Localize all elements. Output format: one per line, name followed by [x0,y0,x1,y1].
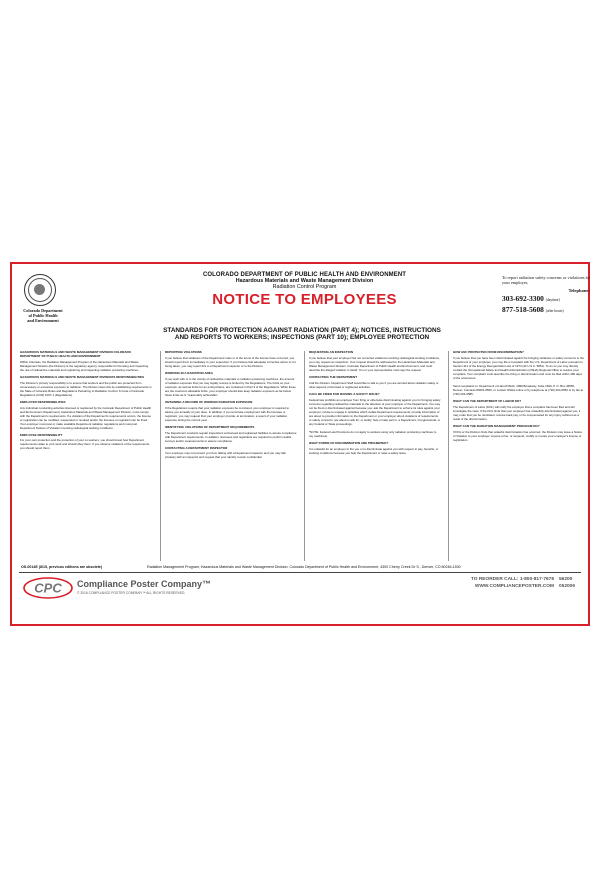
product-code: 052006 [559,583,576,589]
brand-name: Compliance Poster Company™ [77,579,212,589]
agency-name [19,309,67,323]
section-body: Your employer may not prevent you from talking with a Department inspector and you may talk privately with an inspector and request that your identity remain confidential. [165,451,286,460]
agency-line: and Environment [27,317,59,323]
reorder-phone: TO REORDER CALL: 1-800-817-7678 [470,577,554,582]
section-body: If you believe that your employer has not corrected violations involving radiological working conditions, you may request an inspection. Your request should be addressed to the Hazardous Materials and Waste Management Division, Colorado Department of Public Health and Environment, and must describe the alleged violation in detail. You or your representative must sign the request. [309,355,440,372]
column-2 [165,351,297,561]
contact-intro: To report radiation safety concerns or violations by your employer, [502,275,590,286]
section-heading: CAN I BE FIRED FOR RAISING A SAFETY ISSUE? [309,391,380,396]
section-heading: WORKING IN A RADIATION AREA [165,370,213,375]
state-seal-icon [24,274,56,306]
poster [10,262,590,626]
section-body: Call the Division. Department Staff would like to talk to you if you are worried about radiation safety or other aspects of licensed or registered activities. [309,380,439,389]
form-id: OS-0014E (8/15, previous editions are obsolete) [21,565,103,569]
section-heading: HAZARDOUS MATERIALS AND WASTE MANAGEMENT DIVISION COLORADO DEPARTMENT OF PUBLIC HEALTH AND ENVIRONMENT [20,351,131,358]
section-body: If you believe that you have been discriminated against for bringing violations or safety concerns to the Department or your employer, you may file a complaint with the U.S. Department of Labor pursuant to Section 211 of the Energy Reorganization Act of 1974 (42 U.S.C. 5851). To do so you may directly contact the Occupational Safety and Health Administration (OSHA) Regional Office to resolve your complaint. Your complaint must describe the firing or discrimination and must be filed within 180 days of the occurrence. [453,355,584,380]
section-body: It is unlawful for an employer to fire you or to discriminate against you with respect to pay, benefits, or working conditions because you help the Department or raise a safety issue. [309,446,439,455]
poster-subtitle [67,327,537,342]
daytime-label: (daytime) [545,298,560,303]
section-body: The Department of Labor (DOL) will notify the employer that a complaint has been filed and will investigate the case. If the DOL finds that your employer has unlawfully discriminated against you, it may order that you be reinstated, receive back pay, or be compensated for any injury suffered as a result of the discrimination. [453,404,581,421]
column-4 [453,351,585,561]
section-body: If DOL or the Division finds that unlawful discrimination has occurred, the Division may issue a Notice of Violation to your employer, impose a fine, or suspend, modify or revoke your employer's license or registration. [453,429,583,442]
agency-line: of Public Health [28,312,58,318]
section-heading: HOW AM I PROTECTED FROM DISCRIMINATION? [453,351,524,354]
section-heading: WHAT FORMS OF DISCRIMINATION ARE PROHIBITED? [309,440,389,445]
poster-content [17,269,590,619]
section-heading: WHAT CAN THE DEPARTMENT OF LABOR DO? [453,398,522,403]
section-heading: REQUESTING AN INSPECTION [309,351,354,354]
section-body: Within Colorado, the Radiation Management Program of the Hazardous Materials and Waste Management Division (the Division) is the regulatory agency responsible for licensing and inspecting the use of radioactive materials and registering and inspecting radiation producing machines. [20,359,149,372]
section-body: Federal law prohibits an employer from firing or otherwise discriminating against you for bringing safety concerns regarding radioactive materials to the attention of your employer or the Department. You may not be fired or discriminated against because you: ask the Department to enforce its rules against your employer; refuse to engage in activities which violate Department requirements; provide information or are about to provide information to the Department or your employer about violations of requirements or safety concerns; are about to ask for, or testify, help or take part in, a Department, Congressional, or any Federal or State proceedings. [309,397,441,426]
program-address: Radiation Management Program, Hazardous Materials and Waste Management Division, Colorado Department of Public Health and Environment, 4300 Cherry Creek Dr S., Denver, CO 80246-1530 [147,565,461,569]
section-heading: EMPLOYER RESPONSIBILITIES [20,399,66,404]
page-title: NOTICE TO EMPLOYEES [212,291,397,308]
section-heading: IDENTIFYING VIOLATIONS OF DEPARTMENT REQUIREMENTS [165,424,255,429]
section-body: If the Regulations require that your radiation exposure be monitored, your employer is required to advise you annually of your dose. In addition, if you terminate employment with the licensee or registrant, you may request that your employer provide, at termination, a report of your radiation exposure during the current year. [165,405,290,422]
text-columns [20,351,588,563]
section-heading: OBTAINING A RECORD OF WORKER RADIATION EXPOSURE [165,399,253,404]
poster-header [157,272,452,308]
section-body: For your own protection and the protection of your co-workers, you should know how Department requirements relate to your work and should obey them. If you observe violations of the requirements, you should report them. [20,438,150,451]
daytime-phone [502,294,590,303]
section-heading: CONTACTING A DEPARTMENT INSPECTOR [165,445,228,450]
seal-core [34,284,45,295]
section-heading: WHAT CAN THE RADIATION MANAGEMENT PROGRAM DO? [453,423,540,428]
column-3 [309,351,441,561]
section-heading: EMPLOYEE RESPONSIBILITY [20,432,63,437]
column-divider [304,351,305,561]
product-code: 56200 [559,577,573,582]
after-hours-label: (after hours) [545,308,564,313]
contact-block [502,275,590,314]
product-codes [559,577,589,591]
logo-text: CPC [34,580,62,596]
subtitle-line: STANDARDS FOR PROTECTION AGAINST RADIATION (PART 4); NOTICES, INSTRUCTIONS [163,327,441,334]
column-1 [20,351,152,561]
section-body: Any individual conducting activities licensed or registered by the Colorado Department of Public Health and Environment (Department), Hazardous Materials and Waste Management Division, must comply with the Department's requirements. If a violation of the Department's requirements occurs, the license or registration can be modified, suspended or revoked and/or the licensee or registrant can be fined. Your employer must post or make available Department radiation regulations and must post Department Notices of Violation involving radiological working conditions. [20,405,152,430]
daytime-number: 303-692-3300 [502,294,544,304]
subtitle-line: AND REPORTS TO WORKERS; INSPECTIONS (PART 10); EMPLOYEE PROTECTION [174,334,430,342]
column-divider [448,351,449,561]
agency-line: Colorado Department [23,308,63,313]
section-heading: CONTACTING THE DEPARTMENT [309,374,358,379]
division-name: Hazardous Materials and Waste Management Division [235,278,374,284]
after-hours-number: 877-518-5608 [502,304,544,314]
section-body: The Division's primary responsibility is to ensure that workers and the public are protected from unnecessary or excessive exposure to radiation. The Division does this by establishing requirements in the State of Colorado Rules and Regulations Pertaining to Radiation Control, 6 Code of Colorado Regulations (CCR) 1007-1 (Regulations). [20,380,152,397]
section-body: If you believe that violations of the Department rules or of the terms of the license have occurred, you should report them immediately to your supervisor. If you believe that adequate corrective action is not being taken, you may report this to a Department inspector or to the Division. [165,355,296,368]
section-heading: HAZARDOUS MATERIALS AND WASTE MANAGEMENT DIVISION'S RESPONSIBILITIES [20,374,145,379]
program-name: Radiation Control Program [272,284,337,290]
section-body: *NOTE: Federal Law Provisions do not apply to workers using only radiation producing machines (x-ray machines). [309,429,438,438]
footer-divider [19,572,581,573]
cpc-logo-icon [23,577,73,599]
reorder-website: WWW.COMPLIANCEPOSTER.COM [474,583,554,589]
copyright: © 2016 COMPLIANCE POSTER COMPANY™ ALL RIGHTS RESERVED. [77,591,186,595]
poster-frame [10,262,590,626]
after-hours-phone [502,305,590,314]
column-divider [160,351,161,561]
section-body: Send complaints to: Department of Labor/OSHA, 1999 Broadway, Suite 1690, P. O. Box 46550, Denver, Colorado 80201-6550, or contact OSHA online or by telephone at (720) 264-6550 or by fax at (720) 264-6585. [453,383,584,396]
section-body: If you work with or in the vicinity of radioactive materials or radiation producing machines, the amount of radiation exposure that you may legally receive is limited by the Regulations. The limits on your exposure, as well as limits for an embryo/fetus, are contained in Part 4 of the Regulations. While these are the maximum allowable limits, your employer should also keep radiation exposure as far below these limits as is "reasonably achievable". [165,376,296,397]
department-name: COLORADO DEPARTMENT OF PUBLIC HEALTH AND ENVIRONMENT [202,272,407,278]
telephone-label: Telephone: [568,287,590,293]
section-body: The Department conducts regular inspections at licensed and registered facilities to assure compliance with Department requirements. In addition, licensees and registrants are required to perform audits, surveys and/or measurements to assure compliance. [165,430,297,443]
reorder-info [454,577,554,591]
section-heading: REPORTING VIOLATIONS [165,351,202,354]
